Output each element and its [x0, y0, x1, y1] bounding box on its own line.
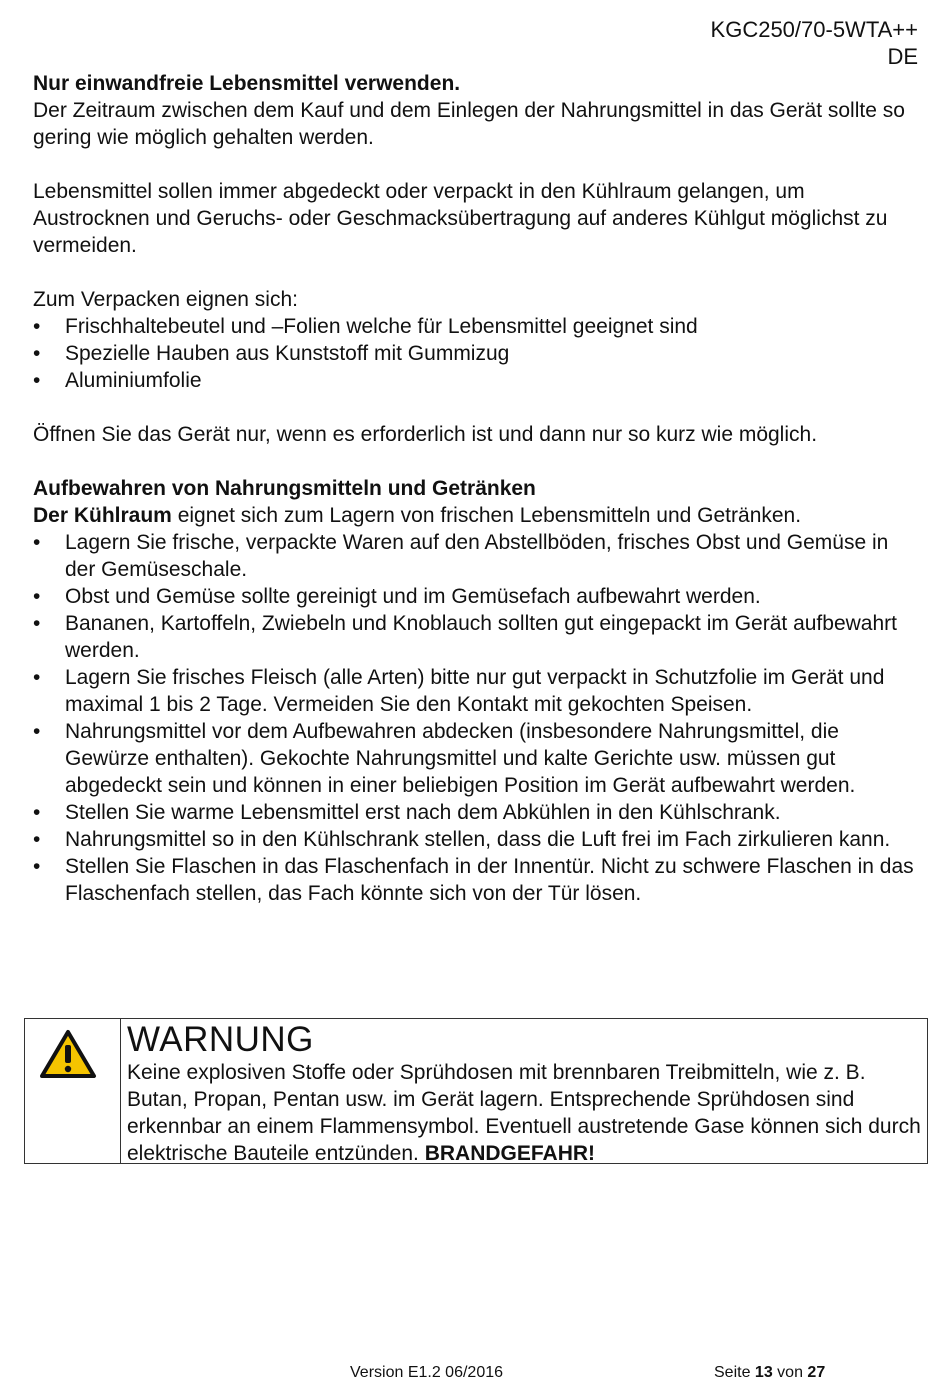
bullet-icon: •: [33, 855, 41, 878]
warning-text-cell: [121, 1019, 927, 1163]
packing-list: [33, 313, 919, 394]
warning-box: [24, 1018, 928, 1164]
bullet-icon: •: [33, 315, 41, 338]
list-item: • Stellen Sie Flaschen in das Flaschenfach in der Innentür. Nicht zu schwere Flaschen in das Flaschenfach stellen, das Fach könnte sich von der Tür lösen.: [33, 855, 914, 905]
list-item: • Obst und Gemüse sollte gereinigt und im Gemüsefach aufbewahrt werden.: [33, 585, 761, 608]
list-item: • Bananen, Kartoffeln, Zwiebeln und Knoblauch sollten gut eingepackt im Gerät aufbewahrt werden.: [33, 612, 897, 662]
warning-icon-cell: [25, 1019, 121, 1163]
language-code: DE: [887, 44, 918, 69]
model-number: KGC250/70-5WTA++: [710, 17, 918, 42]
paragraph-storage-time: Der Zeitraum zwischen dem Kauf und dem Einlegen der Nahrungsmittel in das Gerät sollte so gering wie möglich gehalten werden.: [33, 99, 905, 149]
version-label: Version E1.2 06/2016: [350, 1364, 504, 1381]
storage-list: [33, 529, 919, 907]
bullet-icon: •: [33, 828, 41, 851]
bullet-icon: •: [33, 801, 41, 824]
list-item: • Aluminiumfolie: [33, 369, 202, 392]
bullet-icon: •: [33, 666, 41, 689]
spacer: [33, 448, 919, 475]
warning-triangle-icon: [39, 1029, 97, 1079]
list-item: • Nahrungsmittel vor dem Aufbewahren abdecken (insbesondere Nahrungsmittel, die Gewürze enthalten). Gekochte Nahrungsmittel und kalte Gerichte usw. müssen gut abgedeckt sein und können in einer beliebigen Position im Gerät aufbewahrt werden.: [33, 720, 856, 797]
page-header: [711, 16, 918, 70]
spacer: [33, 151, 919, 178]
document-body: [33, 70, 919, 907]
list-item: • Nahrungsmittel so in den Kühlschrank stellen, dass die Luft frei im Fach zirkulieren kann.: [33, 828, 891, 851]
list-item: • Lagern Sie frische, verpackte Waren auf den Abstellböden, frisches Obst und Gemüse in der Gemüseschale.: [33, 531, 889, 581]
list-item: • Stellen Sie warme Lebensmittel erst nach dem Abkühlen in den Kühlschrank.: [33, 801, 781, 824]
section-heading-clean-food: Nur einwandfreie Lebensmittel verwenden.: [33, 72, 461, 95]
spacer: [33, 394, 919, 421]
bullet-icon: •: [33, 585, 41, 608]
paragraph-cover-food: Lebensmittel sollen immer abgedeckt oder verpackt in den Kühlraum gelangen, um Austrocknen und Geruchs- oder Geschmacksübertragung auf anderes Kühlgut möglichst zu vermeiden.: [33, 180, 888, 257]
bullet-icon: •: [33, 612, 41, 635]
section-heading-storage: Aufbewahren von Nahrungsmitteln und Getränken: [33, 477, 536, 500]
paragraph-open-door: Öffnen Sie das Gerät nur, wenn es erforderlich ist und dann nur so kurz wie möglich.: [33, 423, 818, 446]
page-number: Seite 13 von 27: [714, 1364, 826, 1381]
spacer: [33, 259, 919, 286]
list-item: • Lagern Sie frisches Fleisch (alle Arten) bitte nur gut verpackt in Schutzfolie im Gerät und maximal 1 bis 2 Tage. Vermeiden Sie den Kontakt mit gekochten Speisen.: [33, 666, 885, 716]
list-item: • Frischhaltebeutel und –Folien welche für Lebensmittel geeignet sind: [33, 315, 698, 338]
paragraph-cooling-space: Der Kühlraum eignet sich zum Lagern von frischen Lebensmitteln und Getränken.: [33, 504, 802, 527]
fire-hazard-emphasis: BRANDGEFAHR!: [424, 1142, 596, 1165]
packing-intro: Zum Verpacken eignen sich:: [33, 288, 298, 311]
bullet-icon: •: [33, 720, 41, 743]
warning-title: WARNUNG: [127, 1020, 314, 1059]
bullet-icon: •: [33, 531, 41, 554]
bullet-icon: •: [33, 342, 41, 365]
bullet-icon: •: [33, 369, 41, 392]
list-item: • Spezielle Hauben aus Kunststoff mit Gummizug: [33, 342, 510, 365]
warning-message: Keine explosiven Stoffe oder Sprühdosen mit brennbaren Treibmitteln, wie z. B. Butan, Propan, Pentan usw. im Gerät lagern. Entsprechende Sprühdosen sind erkennbar an einem Flammensymbol. Eventuell austretende Gase können sich durch elektrische Bauteile entzünden. BRANDGEFAHR!: [127, 1061, 921, 1165]
